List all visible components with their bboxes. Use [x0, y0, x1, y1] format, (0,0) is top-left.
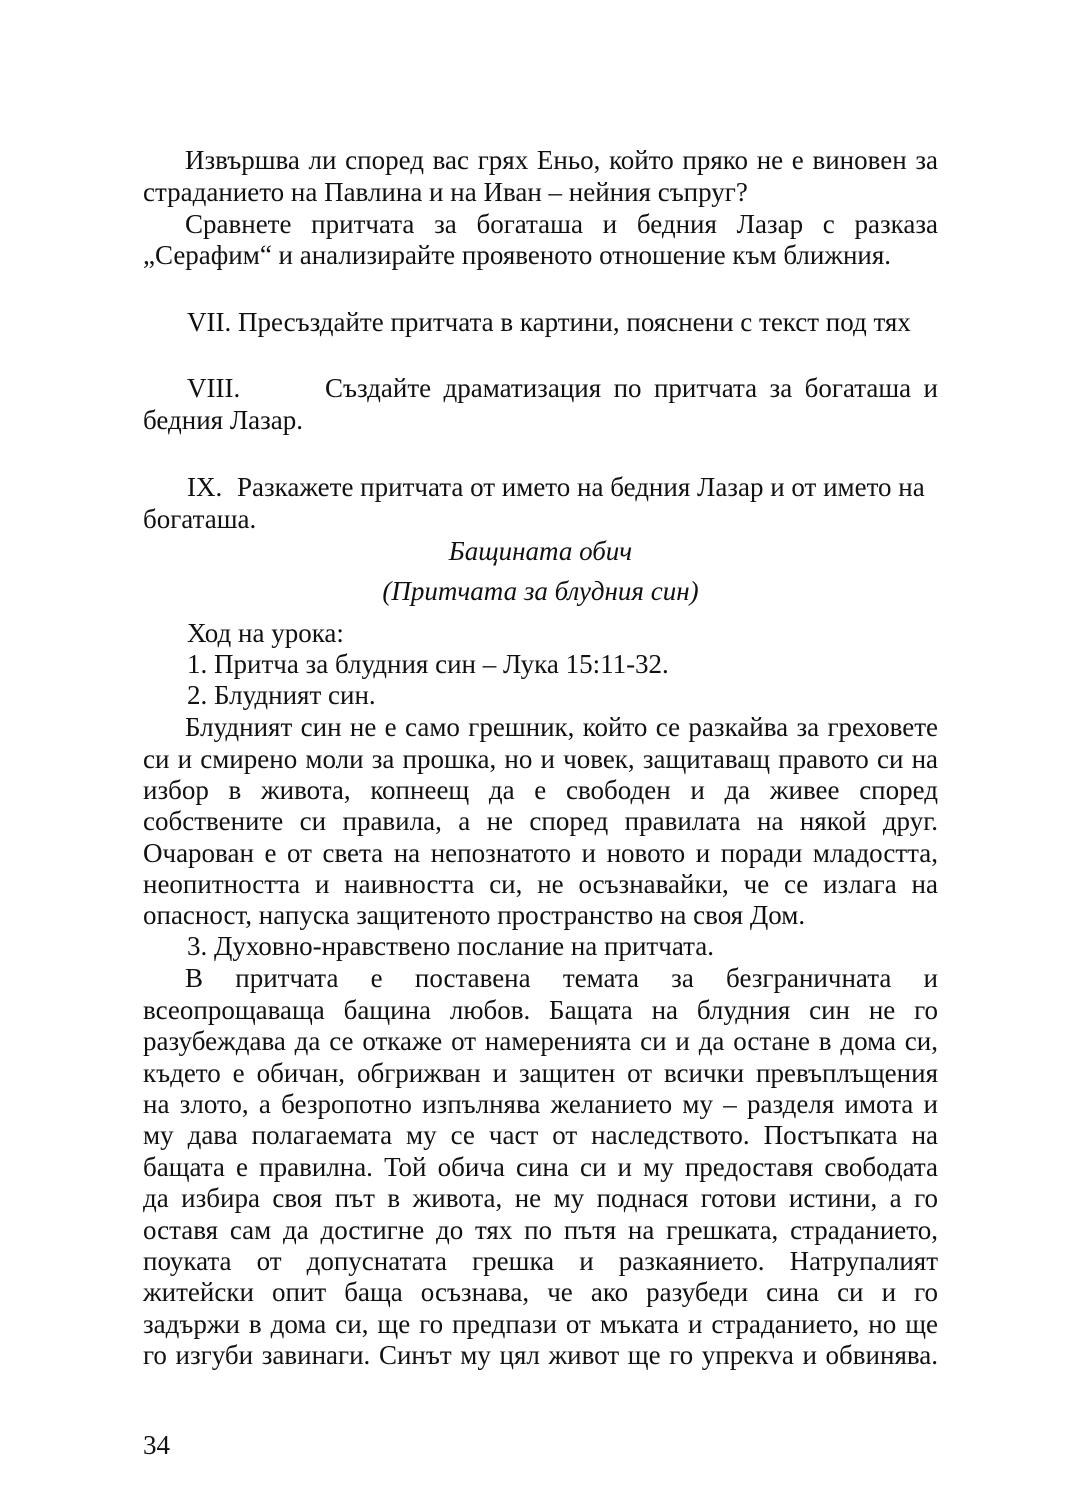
- task-nine-text: Разкажете притчата от името на бедния Лазар и от името на: [237, 472, 925, 502]
- paragraph-line: собствените си правила, а не според правилата на някой друг.: [143, 806, 938, 836]
- paragraph-line: поуката от допуснатата грешка и разкаянието. Натрупалият: [143, 1246, 938, 1276]
- task-eight-numeral: VIII.: [187, 373, 241, 403]
- paragraph-line: житейски опит баща осъзнава, че ако разубеди сина си и го: [143, 1277, 938, 1307]
- paragraph-line: на злото, а безропотно изпълнява желанието му – разделя имота и: [143, 1089, 938, 1119]
- paragraph-line: Блудният син не е само грешник, който се разкайва за греховете: [185, 712, 938, 742]
- task-eight: [187, 373, 938, 404]
- paragraph-line: „Серафим“ и анализирайте проявеното отношение към ближния.: [143, 240, 892, 270]
- lesson-step-1: 1. Притча за блудния син – Лука 15:11-32.: [187, 649, 669, 679]
- task-eight-continuation: бедния Лазар.: [143, 405, 304, 435]
- paragraph-line: страданието на Павлина и на Иван – нейния съпруг?: [143, 177, 748, 207]
- task-eight-text: Създайте драматизация по притчата за богаташа и: [325, 373, 938, 403]
- paragraph-line: му дава полагаемата му се част от наследството. Постъпката на: [143, 1120, 938, 1150]
- paragraph-line: В притчата е поставена темата за безграничната и: [185, 963, 938, 993]
- task-nine: [187, 472, 925, 503]
- lesson-step-2: 2. Блудният син.: [187, 680, 376, 710]
- paragraph-line: разубеждава да се откаже от намеренията си и да остане в дома си,: [143, 1026, 938, 1056]
- paragraph-line: задържи в дома си, ще го предпази от мъката и страданието, но ще: [143, 1309, 938, 1339]
- paragraph-line: неопитността и наивността си, не осъзнавайки, че се излага на: [143, 869, 938, 899]
- paragraph-line: оставя сам да достигне до тях по пътя на грешката, страданието,: [143, 1215, 938, 1245]
- task-seven: [187, 307, 911, 338]
- lesson-progress-label: Ход на урока:: [187, 618, 344, 648]
- task-seven-text: Пресъздайте притчата в картини, пояснени с текст под тях: [237, 307, 911, 337]
- paragraph-line: Сравнете притчата за богаташа и бедния Лазар с разказа: [185, 209, 938, 239]
- paragraph-line: опасност, напуска защитеното пространство на своя Дом.: [143, 900, 806, 930]
- paragraph-line: бащата е правилна. Той обича сина си и му предоставя свободата: [143, 1152, 938, 1182]
- page-number: 34: [143, 1430, 170, 1460]
- paragraph-line: Извършва ли според вас грях Еньо, който пряко не е виновен за: [185, 145, 938, 175]
- task-seven-numeral: VII.: [187, 307, 232, 337]
- paragraph-line: избор в живота, копнеещ да е свободен и да живее според: [143, 775, 938, 805]
- paragraph-line: Очарован е от света на непознатото и новото и поради младостта,: [143, 838, 938, 868]
- lesson-step-3: 3. Духовно-нравствено послание на притчата.: [187, 931, 714, 961]
- task-nine-continuation: богаташа.: [143, 504, 257, 534]
- lesson-subtitle: (Притчата за блудния син): [382, 576, 699, 606]
- paragraph-line: си и смирено моли за прошка, но и човек, защитаващ правото си на: [143, 744, 938, 774]
- paragraph-line: където е обичан, обгрижван и защитен от всички превъплъщения: [143, 1058, 938, 1088]
- paragraph-line: да избира своя път в живота, не му поднася готови истини, а го: [143, 1183, 938, 1213]
- paragraph-line: всеопрощаваща бащина любов. Бащата на блудния син не го: [143, 995, 938, 1025]
- paragraph-line: го изгуби завинаги. Синът му цял живот ще го упрекva и обвинява.: [143, 1340, 938, 1370]
- lesson-title: Бащината обич: [448, 536, 633, 566]
- task-nine-numeral: IX.: [187, 472, 223, 502]
